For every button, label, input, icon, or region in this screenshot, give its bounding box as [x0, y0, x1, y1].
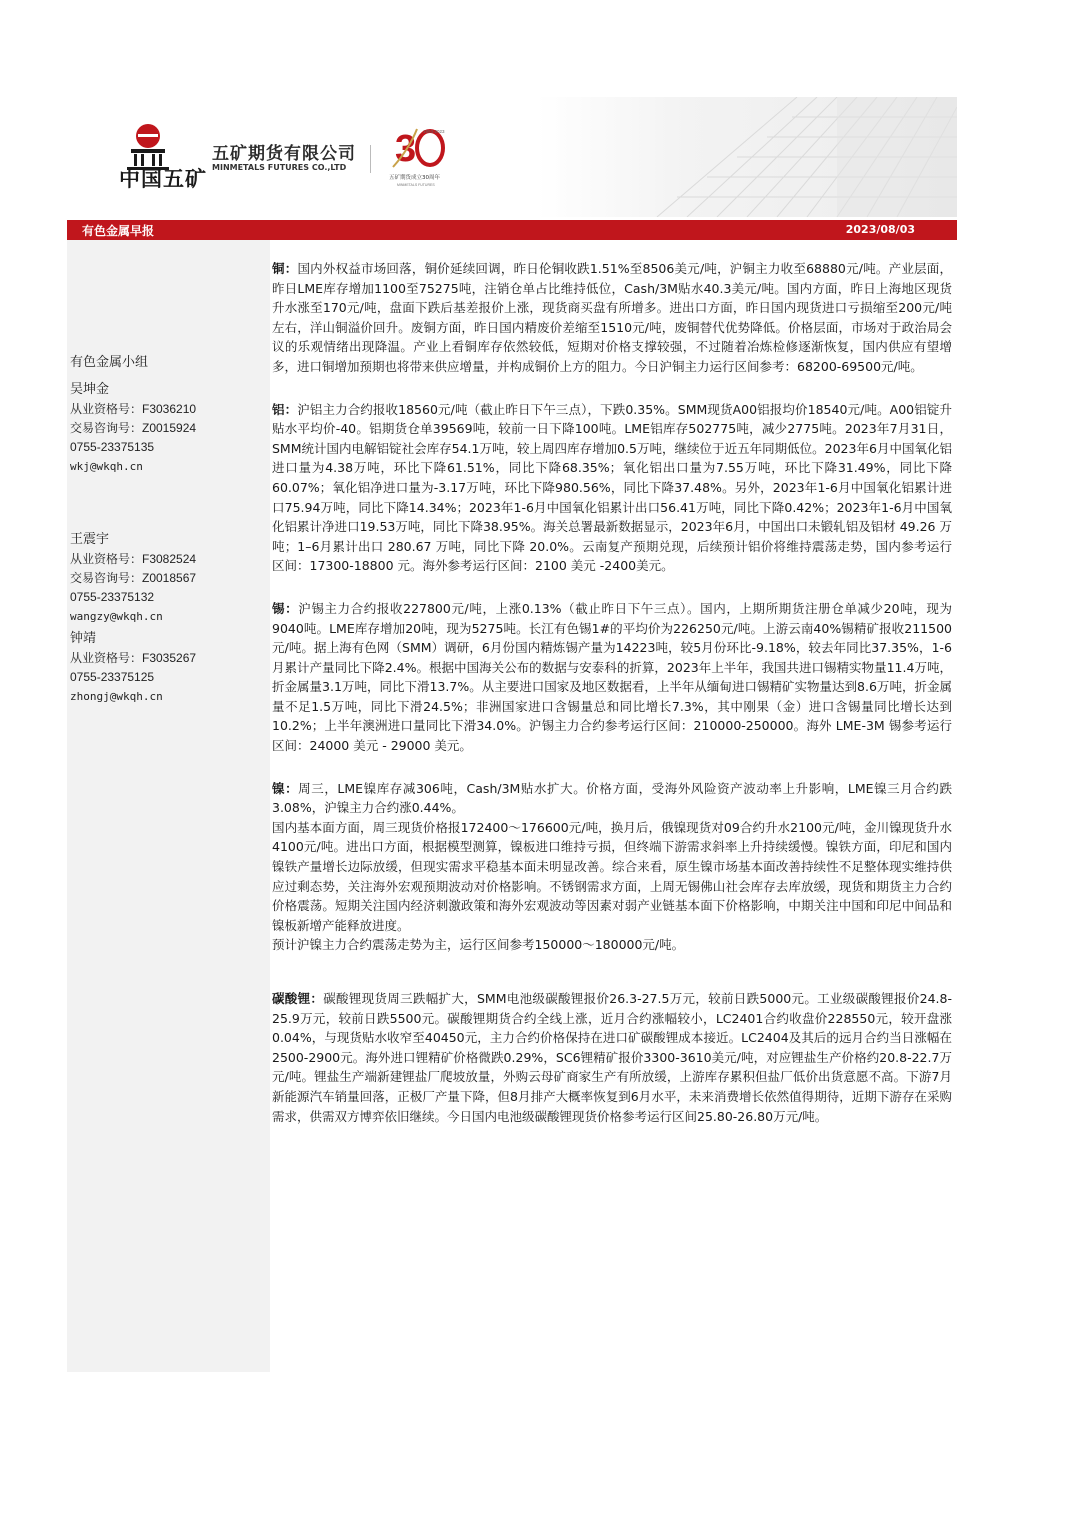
section-lithium-carbonate: [272, 989, 952, 1126]
section-nickel: [272, 779, 952, 955]
analyst-consult-number: 交易咨询号：Z0018567: [70, 571, 197, 585]
analyst-qualification: 从业资格号：F3035267: [70, 651, 197, 665]
section-label: 锡：: [272, 600, 299, 616]
section-copper: [272, 259, 952, 377]
section-label: 碳酸锂：: [272, 991, 324, 1006]
analyst-email: wkj@wkqh.cn: [70, 460, 143, 473]
section-text: 国内外权益市场回落，铜价延续回调，昨日伦铜收跌1.51%至8506美元/吨，沪铜主力收至68880元/吨。产业层面，昨日LME库存增加1100至75275吨，注销仓单占比维持低位，Cash/3M贴水40.3美元/吨。国内方面，昨日上海地区现货升水涨至170元/吨，盘面下跌后基差报价上涨，现货商买盘有所增多。进出口方面，昨日国内现货进口亏损缩至200元/吨左右，洋山铜溢价回升。废铜方面，昨日国内精废价差缩至1510元/吨，废铜替代优势降低。价格层面，市场对于政治局会议的乐观情绪出现降温。产业上看铜库存依然较低，短期对价格支撑较强，不过随着冶炼检修逐渐恢复，国内供应有望增多，进口铜增加预期也将带来供应增量，并构成铜价上方的阻力。今日沪铜主力运行区间参考：68200-69500元/吨。: [272, 261, 952, 374]
section-tin: [272, 599, 952, 756]
analyst-email: wangzy@wkqh.cn: [70, 610, 163, 623]
section-text: 周三，LME镍库存减306吨，Cash/3M贴水扩大。价格方面，受海外风险资产波动率上升影响，LME镍三月合约跌3.08%，沪镍主力合约涨0.44%。: [272, 780, 952, 816]
analyst-phone: 0755-23375125: [70, 670, 155, 684]
report-date: 2023/08/03: [845, 223, 915, 236]
logo-text: 中国五矿: [119, 167, 207, 191]
report-header: [67, 97, 957, 217]
analyst-card: [70, 530, 270, 626]
company-name-cn: 五矿期货有限公司: [212, 144, 356, 164]
section-text: 国内基本面方面，周三现货价格报172400～176600元/吨，换月后，俄镍现货对09合约升水2100元/吨，金川镍现货升水4100元/吨。进出口方面，根据模型测算，镍板进口维持亏损，但终端下游需求斜率上升持续缓慢。镍铁方面，印尼和国内镍铁产量增长边际放缓，但现实需求平稳基本面未明显改善。综合来看，原生镍市场基本面改善持续性不足整体现实维持供应过剩态势，关注海外宏观预期波动对价格影响。不锈钢需求方面，上周无锡佛山社会库存去库放缓，现货和期货主力合约价格震荡。短期关注国内经济刺激政策和海外宏观波动等因素对弱产业链基本面下价格影响，中期关注中国和印尼中间品和镍板新增产能释放进度。: [272, 819, 952, 933]
header-divider: [370, 145, 371, 173]
analyst-name: 吴坤金: [70, 382, 110, 397]
analyst-name: 钟靖: [70, 631, 97, 646]
section-text: 碳酸锂现货周三跌幅扩大，SMM电池级碳酸锂报价26.3-27.5万元，较前日跌5000元。工业级碳酸锂报价24.8-25.9万元，较前日跌5500元。碳酸锂期货合约全线上涨，近月合约涨幅较小，LC2401合约收盘价228550元，较开盘涨0.04%，与现货贴水收窄至40450元，主力合约价格保持在进口矿碳酸锂成本接近。LC2404及其后的远月合约当日涨幅在2500-2900元。海外进口锂精矿价格微跌0.29%，SC6锂精矿报价3300-3610美元/吨，对应锂盐生产价格约20.8-22.7万元/吨。锂盐生产端新建锂盐厂爬坡放量，外购云母矿商家生产有所放缓，上游库存累积但盐厂低价出货意愿不高。下游7月新能源汽车销量回落，正极厂产量下降，但8月排产大概率恢复到6月水平，未来消费增长依然值得期待，近期下游存在采购需求，供需双方博弈依旧继续。今日国内电池级碳酸锂现货价格参考运行区间25.80-26.80万元/吨。: [272, 991, 952, 1124]
analyst-sidebar: [67, 240, 270, 1372]
analyst-card: [70, 629, 270, 706]
analyst-consult-number: 交易咨询号：Z0015924: [70, 421, 197, 435]
report-page: [67, 97, 957, 1372]
group-title: 有色金属小组: [70, 355, 149, 370]
report-title: 有色金属早报: [82, 224, 155, 238]
report-title-bar: [67, 220, 957, 240]
analyst-qualification: 从业资格号：F3036210: [70, 402, 197, 416]
company-name-en: MINMETALS FUTURES CO.,LTD: [212, 163, 347, 172]
analyst-card: [70, 380, 270, 476]
section-aluminum: [272, 400, 952, 576]
analyst-email: zhongj@wkqh.cn: [70, 690, 163, 703]
section-text: 预计沪镍主力合约震荡走势为主，运行区间参考150000～180000元/吨。: [272, 937, 685, 953]
anniversary-caption: 五矿期货成立30周年: [389, 175, 440, 181]
report-content: [272, 259, 952, 1149]
anniversary-30-logo-icon: [387, 119, 449, 191]
anniversary-en: MINMETALS FUTURES: [397, 183, 435, 187]
building-illustration: [537, 97, 957, 217]
analyst-phone: 0755-23375132: [70, 590, 155, 604]
svg-text:3: 3: [395, 128, 417, 170]
analyst-phone: 0755-23375135: [70, 440, 155, 454]
section-label: 铜：: [272, 261, 298, 276]
analyst-name: 王震宇: [70, 532, 110, 547]
section-text: 沪锡主力合约报收227800元/吨，上涨0.13%（截止昨日下午三点）。国内，上期所期货注册仓单减少20吨，现为9040吨。LME库存增加20吨，现为5275吨。长江有色锡1#的平均价为226250元/吨。上游云南40%锡精矿报收211500元/吨。据上海有色网（SMM）调研，6月份国内精炼锡产量为14223吨，较5月份环比-9.18%，较去年同比37.35%，1-6月累计产量同比下降2.4%。根据中国海关公布的数据与安泰科的折算，2023年上半年，我国共进口锡精实物量11.4万吨，折金属量3.1万吨，同比下滑13.7%。从主要进口国家及地区数据看，上半年从缅甸进口锡精矿实物量达到8.6万吨，折金属量不足1.5万吨，同比下滑24.5%；非洲国家进口含锡量总和同比增长7.3%，其中刚果（金）进口含锡量同比增长达到10.2%；上半年澳洲进口量同比下滑34.0%。沪锡主力合约参考运行区间：210000-250000。海外 LME-3M 锡参考运行区间：24000 美元 - 29000 美元。: [272, 600, 952, 754]
analyst-qualification: 从业资格号：F3082524: [70, 552, 197, 566]
section-text: 沪铝主力合约报收18560元/吨（截止昨日下午三点），下跌0.35%。SMM现货A00铝报均价18540元/吨。A00铝锭升贴水平均价-40。铝期货仓单39569吨，较前一日下降100吨。LME铝库存502775吨，减少2775吨。2023年7月31日，SMM统计国内电解铝锭社会库存54.1万吨，较上周四库存增加0.5万吨，继续位于近五年同期低位。2023年6月中国氧化铝进口量为4.38万吨，环比下降61.51%，同比下降68.35%；氧化铝出口量为7.55万吨，环比下降31.49%，同比下降60.07%；氧化铝净进口量为-3.17万吨，环比下降980.56%，同比下降37.48%。另外，2023年1-6月中国氧化铝累计进口75.94万吨，同比下降14.34%；2023年1-6月中国氧化铝累计出口56.41万吨，同比下降0.42%；2023年1-6月中国氧化铝累计净进口19.53万吨，同比下降38.95%。海关总署最新数据显示，2023年6月，中国出口未锻轧铝及铝材 49.26 万吨；1–6月累计出口 280.67 万吨，同比下降 20.0%。云南复产预期兑现，后续预计铝价将维持震荡走势，国内参考运行区间：17300-18800 元。海外参考运行区间：2100 美元 -2400美元。: [272, 401, 952, 574]
anniversary-years: 1993-2023: [423, 129, 445, 134]
section-label: 镍：: [272, 780, 299, 796]
section-label: 铝：: [272, 401, 298, 417]
